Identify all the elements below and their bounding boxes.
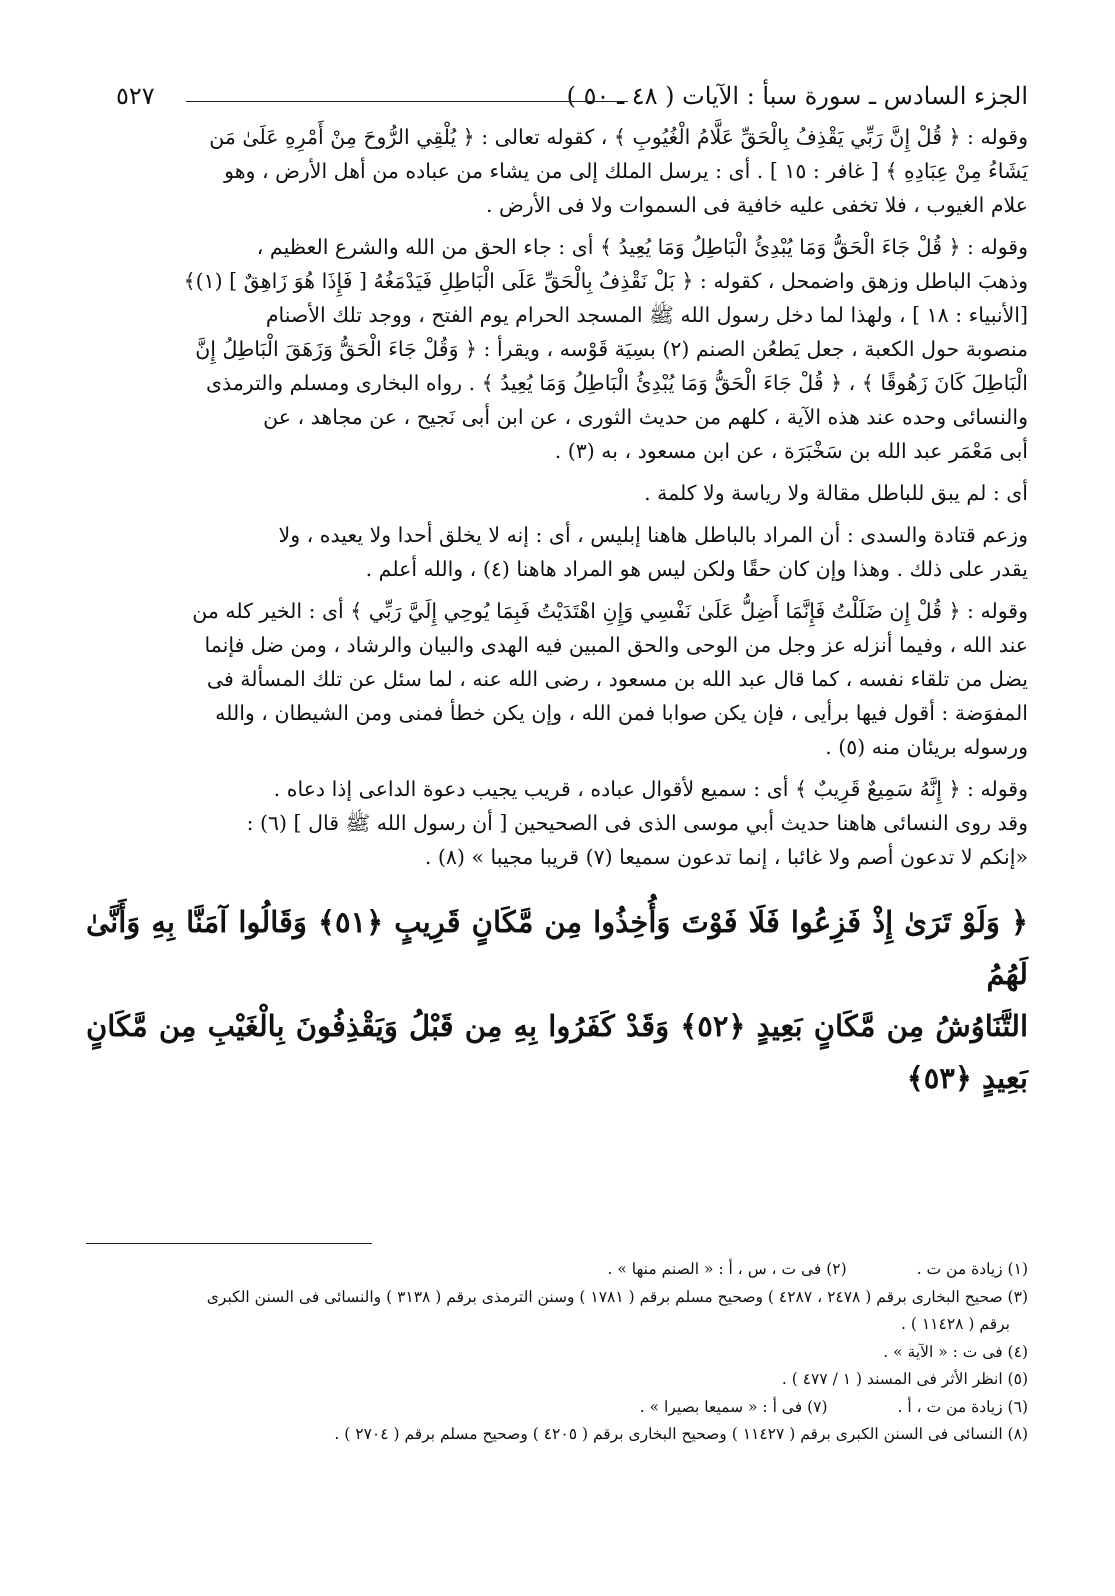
footnote-rule	[86, 1243, 372, 1244]
footnote: (٢) فى ت ، س ، أ : « الصنم منها » .	[607, 1260, 847, 1278]
text-line: ورسوله بريئان منه (٥) .	[825, 735, 1028, 759]
footnote-row	[86, 1256, 1028, 1284]
paragraph-4	[86, 518, 1028, 586]
text-line: وزعم قتادة والسدى : أن المراد بالباطل هاهنا إبليس ، أى : إنه لا يخلق أحدا ولا يعيده ، ولا	[278, 523, 1028, 547]
footnote: برقم ( ١١٤٢٨ ) .	[901, 1315, 1010, 1333]
text-line: وقوله : ﴿ قُلْ إِن ضَلَلْتُ فَإِنَّمَا أَضِلُّ عَلَىٰ نَفْسِي وَإِنِ اهْتَدَيْتُ فَبِمَا يُوحِي إِلَيَّ رَبِّي ﴾ أى : الخير كله من	[192, 599, 1028, 623]
quran-verse-block	[86, 896, 1028, 1104]
text-line: علام الغيوب ، فلا تخفى عليه خافية فى السموات ولا فى الأرض .	[485, 193, 1028, 217]
text-line: أبى مَعْمَر عبد الله بن سَخْبَرَة ، عن ابن مسعود ، به (٣) .	[554, 439, 1028, 463]
text-line: يضل من تلقاء نفسه ، كما قال عبد الله بن مسعود ، رضى الله عنه ، لما سئل عن تلك المسألة فى	[206, 667, 1028, 691]
text-line: وذهبَ الباطل وزهق واضمحل ، كقوله : ﴿ بَلْ نَقْذِفُ بِالْحَقِّ عَلَى الْبَاطِلِ فَيَدْمَغُهُ [ فَإِذَا هُوَ زَاهِقٌ ] (١)﴾	[183, 269, 1028, 293]
paragraph-2	[86, 230, 1028, 468]
verse-line: التَّنَاوُشُ مِن مَّكَانٍ بَعِيدٍ ﴿٥٢﴾ وَقَدْ كَفَرُوا بِهِ مِن قَبْلُ وَيَقْذِفُونَ بِالْغَيْبِ مِن مَّكَانٍ بَعِيدٍ ﴿٥٣﴾	[86, 1009, 1029, 1095]
paragraph-1	[86, 120, 1028, 222]
verse-line: ﴿ وَلَوْ تَرَىٰ إِذْ فَزِعُوا فَلَا فَوْتَ وَأُخِذُوا مِن مَّكَانٍ قَرِيبٍ ﴿٥١﴾ وَقَالُوا آمَنَّا بِهِ وَأَنَّىٰ لَهُمُ	[86, 905, 1028, 991]
footnote: (٥) انظر الأثر فى المسند ( ١ / ٤٧٧ ) .	[781, 1370, 1028, 1388]
header-rule	[186, 101, 628, 102]
text-line: وقوله : ﴿ قُلْ جَاءَ الْحَقُّ وَمَا يُبْدِئُ الْبَاطِلُ وَمَا يُعِيدُ ﴾ أى : جاء الحق من الله والشرع العظيم ،	[256, 235, 1028, 259]
text-line: يقدر على ذلك . وهذا وإن كان حقًا ولكن ليس هو المراد هاهنا (٤) ، والله أعلم .	[365, 557, 1028, 581]
footnotes	[86, 1256, 1028, 1449]
footnote: (١) زيادة من ت .	[916, 1260, 1028, 1278]
text-line: وقوله : ﴿ إِنَّهُ سَمِيعٌ قَرِيبٌ ﴾ أى : سميع لأقوال عباده ، قريب يجيب دعوة الداعى إذا دعاه .	[273, 777, 1028, 801]
footnote: (٤) فى ت : « الآية » .	[883, 1342, 1028, 1361]
text-line: وقد روى النسائى هاهنا حديث أبي موسى الذى فى الصحيحين [ أن رسول الله ﷺ قال ] (٦) :	[246, 811, 1028, 835]
footnote: (٧) فى أ : « سميعا بصيرا » .	[639, 1397, 828, 1416]
page-number: ٥٢٧	[116, 82, 155, 110]
text-line: الْبَاطِلَ كَانَ زَهُوقًا ﴾ ، ﴿ قُلْ جَاءَ الْحَقُّ وَمَا يُبْدِئُ الْبَاطِلُ وَمَا يُعِيدُ ﴾ . رواه البخارى ومسلم والترمذى	[206, 371, 1028, 395]
paragraph-5	[86, 594, 1028, 764]
footnote: (٦) زيادة من ت ، أ .	[897, 1397, 1028, 1416]
text-line: وقوله : ﴿ قُلْ إِنَّ رَبِّي يَقْذِفُ بِالْحَقِّ عَلَّامُ الْغُيُوبِ ﴾ ، كقوله تعالى : ﴿ يُلْقِي الرُّوحَ مِنْ أَمْرِهِ عَلَىٰ مَن	[209, 125, 1028, 149]
text-line: «إنكم لا تدعون أصم ولا غائبا ، إنما تدعون سميعا (٧) قريبا مجيبا » (٨) .	[424, 845, 1028, 869]
text-line: يَشَاءُ مِنْ عِبَادِهِ ﴾ [ غافر : ١٥ ] . أى : يرسل الملك إلى من يشاء من عباده من أهل الأرض ، وهو	[224, 159, 1028, 183]
text-line: عند الله ، وفيما أنزله عز وجل من الوحى والحق المبين فيه الهدى والبيان والرشاد ، ومن ضل فإنما	[204, 633, 1028, 657]
footnote: (٨) النسائى فى السنن الكبرى برقم ( ١١٤٢٧ ) وصحيح البخارى برقم ( ٤٢٠٥ ) وصحيح مسلم برقم ( ٢٧٠٤ ) .	[334, 1425, 1028, 1443]
text-line: المفوَضة : أقول فيها برأيى ، فإن يكن صوابا فمن الله ، وإن يكن خطأ فمنى ومن الشيطان ، والله	[215, 701, 1028, 725]
text-line: والنسائى وحده عند هذه الآية ، كلهم من حديث الثورى ، عن ابن أبى نَجيح ، عن مجاهد ، عن	[263, 405, 1028, 429]
paragraph-3	[86, 476, 1028, 510]
running-header	[86, 70, 1028, 120]
footnote: (٣) صحيح البخارى برقم ( ٢٤٧٨ ، ٤٢٨٧ ) وصحيح مسلم برقم ( ١٧٨١ ) وسنن الترمذى برقم ( ٣١٣٨ ) والنسائى فى السنن الكبرى	[206, 1287, 1028, 1306]
header-title: الجزء السادس ـ سورة سبأ : الآيات ( ٤٨ ـ ٥٠ )	[566, 82, 1028, 110]
footnote-row	[86, 1394, 1028, 1422]
text-line: منصوبة حول الكعبة ، جعل يَطعُن الصنم (٢) بسِيَة قَوْسه ، ويقرأ : ﴿ وَقُلْ جَاءَ الْحَقُّ وَزَهَقَ الْبَاطِلُ إِنَّ	[195, 337, 1028, 361]
text-line: أى : لم يبق للباطل مقالة ولا رياسة ولا كلمة .	[644, 481, 1028, 505]
text-line: [الأنبياء : ١٨ ] ، ولهذا لما دخل رسول الله ﷺ المسجد الحرام يوم الفتح ، ووجد تلك الأصنام	[265, 303, 1028, 327]
paragraph-6	[86, 772, 1028, 874]
